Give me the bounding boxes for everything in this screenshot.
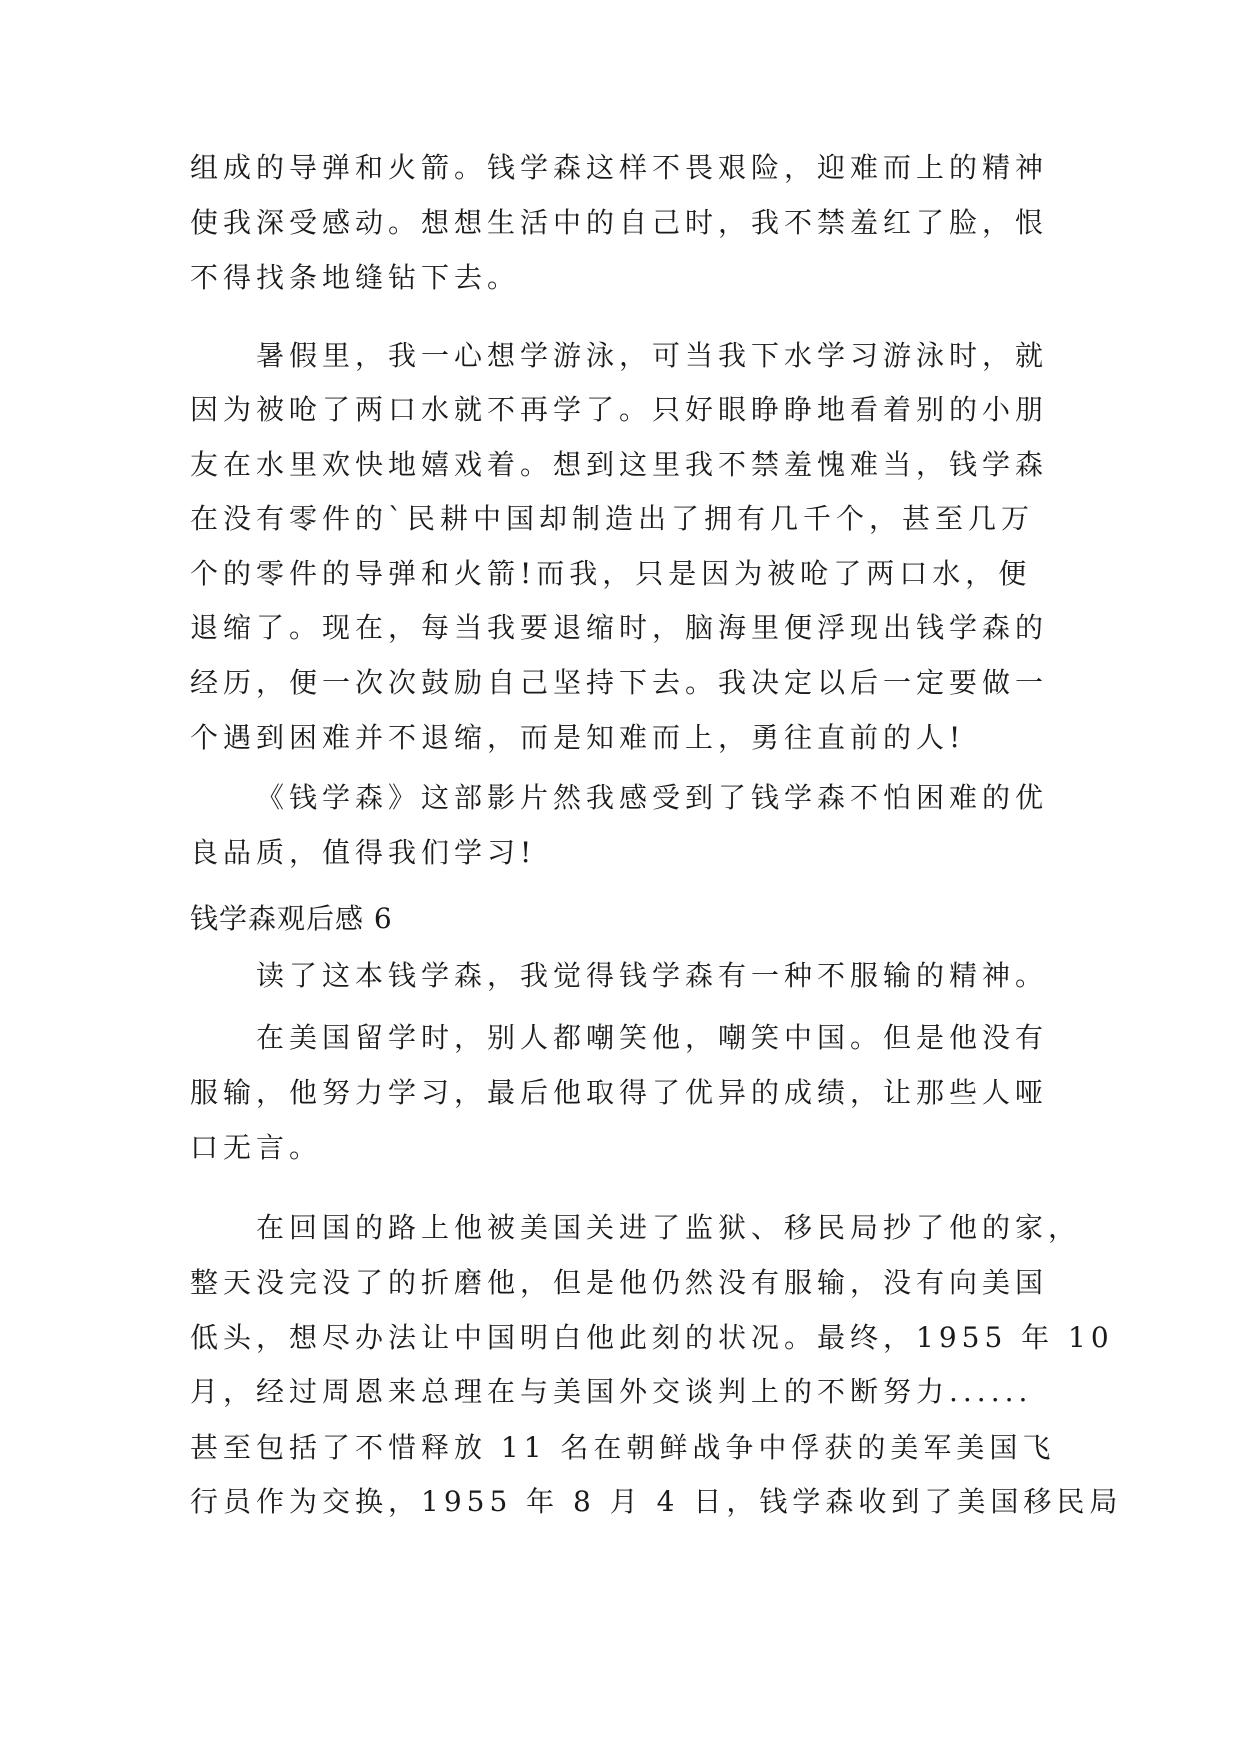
paragraph-line: 组成的导弹和火箭。钱学森这样不畏艰险，迎难而上的精神 (190, 151, 1049, 184)
paragraph-line: 在美国留学时，别人都嘲笑他，嘲笑中国。但是他没有 (256, 1021, 1049, 1054)
paragraph-line: 服输，他努力学习，最后他取得了优异的成绩，让那些人哑 (190, 1076, 1049, 1109)
section-heading: 钱学森观后感 6 (190, 902, 393, 935)
paragraph-line: 《钱学森》这部影片然我感受到了钱学森不怕困难的优 (256, 781, 1049, 814)
paragraph-line: 整天没完没了的折磨他，但是他仍然没有服输，没有向美国 (190, 1266, 1049, 1299)
paragraph-line: 在没有零件的`民耕中国却制造出了拥有几千个，甚至几万 (190, 502, 1035, 535)
paragraph-line: 经历，便一次次鼓励自己坚持下去。我决定以后一定要做一 (190, 666, 1049, 699)
paragraph-line: 个遇到困难并不退缩，而是知难而上，勇往直前的人! (190, 721, 966, 754)
paragraph-line: 不得找条地缝钻下去。 (190, 261, 521, 294)
paragraph-line: 口无言。 (190, 1131, 323, 1164)
paragraph-line: 读了这本钱学森，我觉得钱学森有一种不服输的精神。 (256, 959, 1049, 992)
paragraph-line: 甚至包括了不惜释放 11 名在朝鲜战争中俘获的美军美国飞 (190, 1431, 1056, 1464)
paragraph-line: 个的零件的导弹和火箭!而我，只是因为被呛了两口水，便 (190, 557, 1032, 590)
paragraph-line: 低头，想尽办法让中国明白他此刻的状况。最终，1955 年 10 (190, 1321, 1114, 1354)
paragraph-line: 在回国的路上他被美国关进了监狱、移民局抄了他的家， (256, 1211, 1082, 1244)
paragraph-line: 月，经过周恩来总理在与美国外交谈判上的不断努力...... (190, 1375, 1033, 1408)
paragraph-line: 良品质，值得我们学习! (190, 836, 537, 869)
paragraph-line: 使我深受感动。想想生活中的自己时，我不禁羞红了脸，恨 (190, 206, 1049, 239)
paragraph-line: 友在水里欢快地嬉戏着。想到这里我不禁羞愧难当，钱学森 (190, 448, 1049, 481)
paragraph-line: 因为被呛了两口水就不再学了。只好眼睁睁地看着别的小朋 (190, 393, 1049, 426)
paragraph-line: 退缩了。现在，每当我要退缩时，脑海里便浮现出钱学森的 (190, 611, 1049, 644)
paragraph-line: 行员作为交换，1955 年 8 月 4 日，钱学森收到了美国移民局 (190, 1485, 1123, 1518)
paragraph-line: 暑假里，我一心想学游泳，可当我下水学习游泳时，就 (256, 339, 1049, 372)
